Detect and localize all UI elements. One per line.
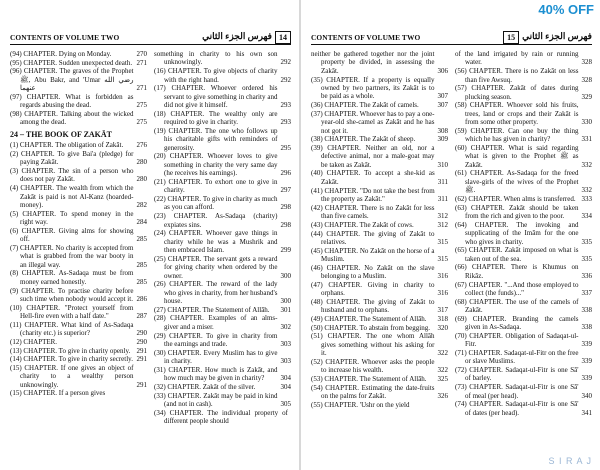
- entry-page: 334: [581, 212, 592, 221]
- entry-title: (68) CHAPTER. The use of the camels of Zakāt.: [455, 297, 579, 315]
- entry-title: (43) CHAPTER. The Zakāt of cows.: [311, 220, 414, 229]
- toc-entry[interactable]: [10, 50, 147, 58]
- toc-entry[interactable]: [311, 230, 448, 247]
- toc-entry[interactable]: [154, 392, 291, 409]
- toc-entry[interactable]: [455, 281, 592, 298]
- entry-title: (17) CHAPTER. Whoever ordered his servant to give something in charity and did not give it himself.: [154, 84, 278, 110]
- entry-title: (26) CHAPTER. The reward of the lady who gives in charity, from her husband's house.: [154, 280, 278, 306]
- entry-page: 312: [437, 212, 448, 221]
- toc-entry[interactable]: [154, 314, 291, 331]
- entry-title: (3) CHAPTER. The sin of a person who does not pay Zakāt.: [10, 167, 134, 184]
- toc-entry[interactable]: [455, 101, 592, 126]
- toc-entry[interactable]: [10, 67, 147, 92]
- toc-entry[interactable]: [10, 355, 147, 363]
- entry-title: (63) CHAPTER. Zakāt should be taken from the rich and given to the poor.: [455, 203, 579, 221]
- toc-entry[interactable]: [455, 315, 592, 332]
- entry-page: 312: [437, 220, 448, 229]
- entry-title: (54) CHAPTER. Estimating the date-fruits on the palms for Zakāt.: [311, 383, 435, 401]
- entry-page: 298: [280, 203, 291, 212]
- header-title: CONTENTS OF VOLUME TWO: [311, 33, 421, 42]
- toc-entry[interactable]: [455, 400, 592, 417]
- toc-entry[interactable]: [10, 93, 147, 110]
- entry-title: (29) CHAPTER. To give in charity from the earnings and trade.: [154, 331, 278, 348]
- entry-title: (64) CHAPTER. The invoking and supplicating of the Imām for the one who gives in charity.: [455, 220, 579, 246]
- entry-title: (31) CHAPTER. How much is Zakāt, and how much may be given in charity?: [154, 365, 278, 383]
- toc-entry[interactable]: [311, 247, 448, 264]
- toc-entry[interactable]: [10, 389, 147, 397]
- entry-page: 300: [280, 297, 291, 306]
- toc-column-2: [154, 50, 291, 466]
- toc-entry[interactable]: [455, 298, 592, 315]
- entry-page: 335: [581, 237, 592, 246]
- entry-page: 301: [280, 305, 291, 314]
- toc-entry[interactable]: [311, 358, 448, 375]
- entry-page: 287: [136, 312, 147, 321]
- toc-entry[interactable]: [311, 169, 448, 186]
- toc-entry[interactable]: [154, 152, 291, 177]
- entry-page: 304: [280, 382, 291, 391]
- toc-entry[interactable]: [455, 144, 592, 169]
- entry-page: 285: [136, 260, 147, 269]
- entry-page: 331: [581, 135, 592, 144]
- entry-title: (18) CHAPTER. The wealthy only are required to give in charity.: [154, 109, 278, 127]
- entry-page: 282: [136, 200, 147, 209]
- toc-entry[interactable]: [455, 332, 592, 349]
- toc-entry[interactable]: [311, 332, 448, 357]
- toc-entry[interactable]: [154, 212, 291, 229]
- entry-title: (66) CHAPTER. There is Khumus on Rikāz.: [455, 263, 579, 280]
- toc-entry[interactable]: [311, 298, 448, 315]
- toc-entry[interactable]: [10, 59, 147, 67]
- entry-page: 291: [136, 355, 147, 364]
- entry-title: (56) CHAPTER. There is no Zakāt on less than five Awsuq.: [455, 67, 579, 84]
- entry-page: 316: [437, 272, 448, 281]
- entry-title: (6) CHAPTER. Giving alms for showing off.: [10, 226, 134, 244]
- toc-column-1: [10, 50, 147, 466]
- entry-page: 286: [136, 294, 147, 303]
- toc-entry[interactable]: [154, 366, 291, 383]
- page-left: [0, 0, 299, 470]
- entry-title: (98) CHAPTER. Talking about the wicked among the dead.: [10, 110, 134, 127]
- toc-entry[interactable]: [455, 263, 592, 280]
- entry-page: 316: [437, 289, 448, 298]
- entry-title: (70) CHAPTER. Obligation of Sadaqat-ul-Fitr.: [455, 331, 579, 349]
- entry-title: (41) CHAPTER. "Do not take the best from the property as Zakāt.": [311, 186, 435, 203]
- entry-page: 311: [437, 194, 448, 203]
- entry-title: (60) CHAPTER. What is said regarding what is given to the Prophet ﷺ as Zakāt.: [455, 143, 579, 169]
- page-right: [301, 0, 600, 470]
- toc-entry[interactable]: [10, 184, 147, 209]
- entry-page: 285: [136, 235, 147, 244]
- entry-title: (50) CHAPTER. To abstain from begging.: [311, 323, 430, 332]
- entry-title: (52) CHAPTER. Whoever asks the people to increase his wealth.: [311, 357, 435, 375]
- header-title: CONTENTS OF VOLUME TWO: [10, 33, 120, 42]
- entry-title: (15) CHAPTER. If a person gives: [10, 389, 106, 398]
- toc-entry[interactable]: [455, 204, 592, 221]
- entry-page: 341: [581, 408, 592, 417]
- entry-page: 322: [437, 366, 448, 375]
- toc-entry[interactable]: [154, 332, 291, 349]
- entry-title: (35) CHAPTER. If a property is equally owned by two partners, its Zakāt is to be paid as a whole.: [311, 75, 435, 101]
- toc-entry[interactable]: [10, 338, 147, 346]
- entry-page: 328: [581, 75, 592, 84]
- toc-entry[interactable]: [10, 321, 147, 338]
- toc-entry[interactable]: [311, 315, 448, 323]
- entry-title: (9) CHAPTER. To practise charity before such time when nobody would accept it.: [10, 286, 134, 303]
- entry-page: 328: [581, 58, 592, 67]
- entry-title: (14) CHAPTER. To give in charity secretly.: [10, 355, 133, 364]
- toc-entry[interactable]: [455, 383, 592, 400]
- entry-title: (97) CHAPTER. What is forbidden as regards abusing the dead.: [10, 92, 134, 110]
- entry-page: 302: [280, 322, 291, 331]
- toc-entry[interactable]: [10, 150, 147, 167]
- toc-entry[interactable]: [455, 349, 592, 366]
- entry-title: (28) CHAPTER. Examples of an alms-giver and a miser.: [154, 314, 278, 331]
- toc-entry[interactable]: [311, 281, 448, 298]
- entry-title: (23) CHAPTER. As-Sadaqa (charity) expiates sins.: [154, 212, 278, 229]
- entry-page: 339: [581, 357, 592, 366]
- entry-page: 290: [136, 337, 147, 346]
- entry-page: 307: [437, 101, 448, 110]
- entry-page: 326: [437, 392, 448, 401]
- entry-title: (21) CHAPTER. To exhort one to give in charity.: [154, 177, 278, 195]
- entry-page: 339: [581, 374, 592, 383]
- entry-title: (10) CHAPTER. "Protect yourself from Hell-fire even with a half date.": [10, 303, 134, 321]
- entry-title: (2) CHAPTER. To give Bai'a (pledge) for paying Zakāt.: [10, 149, 134, 167]
- entry-title: (8) CHAPTER. As-Sadaqa must be from money earned honestly.: [10, 269, 134, 286]
- toc-entry[interactable]: [311, 204, 448, 221]
- entry-title: something in charity to his own son unknowingly.: [154, 50, 278, 67]
- entry-page: 310: [437, 160, 448, 169]
- entry-page: 295: [280, 143, 291, 152]
- toc-entry[interactable]: [455, 366, 592, 383]
- entry-title: neither be gathered together nor the joint property be divided, in assessing the Zakāt.: [311, 50, 435, 75]
- entry-title: (48) CHAPTER. The giving of Zakāt to husband and to orphans.: [311, 297, 435, 315]
- entry-page: 292: [280, 75, 291, 84]
- toc-entry[interactable]: [311, 375, 448, 383]
- toc-entry[interactable]: [455, 127, 592, 144]
- page-number: 14: [275, 31, 291, 44]
- watermark: S I R A J: [548, 456, 592, 466]
- entry-title: (61) CHAPTER. As-Sadaqa for the freed slave-girls of the wives of the Prophet ﷺ.: [455, 169, 579, 195]
- entry-title: (1) CHAPTER. The obligation of Zakāt.: [10, 141, 124, 150]
- toc-columns: [311, 50, 592, 466]
- header-right: [202, 31, 291, 44]
- entry-title: (11) CHAPTER. What kind of As-Sadaqa (charity etc.) is superior?: [10, 320, 134, 338]
- toc-columns: [10, 50, 291, 466]
- entry-title: (25) CHAPTER. The servant gets a reward for giving charity when ordered by the owner.: [154, 254, 278, 280]
- toc-entry[interactable]: [154, 67, 291, 84]
- entry-page: 325: [437, 375, 448, 384]
- entry-title: (19) CHAPTER. The one who follows up his charitable gifts with reminders of generosity.: [154, 126, 278, 152]
- toc-entry[interactable]: [154, 127, 291, 152]
- entry-title: (59) CHAPTER. Can one buy the thing which he has given in charity?: [455, 126, 579, 144]
- entry-title: (15) CHAPTER. If one gives an object of charity to a wealthy person unknowingly.: [10, 363, 134, 389]
- toc-entry[interactable]: [154, 178, 291, 195]
- toc-entry[interactable]: [154, 280, 291, 305]
- entry-title: (13) CHAPTER. To give in charity openly.: [10, 346, 131, 355]
- toc-column-2: [455, 50, 592, 466]
- entry-title: (33) CHAPTER. Zakāt may be paid in kind (and not in cash).: [154, 391, 278, 408]
- entry-page: 292: [280, 58, 291, 67]
- toc-entry[interactable]: [311, 110, 448, 135]
- entry-title: (46) CHAPTER. No Zakāt on the slave belonging to a Muslim.: [311, 263, 435, 281]
- entry-page: 271: [136, 58, 147, 67]
- entry-page: 291: [136, 346, 147, 355]
- toc-column-1: [311, 50, 448, 466]
- toc-entry[interactable]: [154, 110, 291, 127]
- toc-entry[interactable]: [154, 383, 291, 391]
- toc-entry[interactable]: [455, 221, 592, 246]
- entry-page: 338: [581, 323, 592, 332]
- entry-title: (39) CHAPTER. Neither an old, nor a defective animal, nor a male-goat may be taken as Zakāt.: [311, 143, 435, 169]
- toc-entry[interactable]: [10, 210, 147, 227]
- entry-page: 309: [437, 135, 448, 144]
- book-heading: 24 – THE BOOK OF ZAKĀT: [10, 129, 113, 139]
- page-number: 15: [503, 31, 519, 44]
- entry-page: 293: [280, 118, 291, 127]
- entry-title: (44) CHAPTER. The giving of Zakāt to relatives.: [311, 229, 435, 246]
- toc-entry[interactable]: [311, 144, 448, 169]
- entry-title: (96) CHAPTER. The graves of the Prophet ﷺ, Abu Bakr, and 'Umar رضي الله عنهما: [10, 67, 134, 93]
- entry-title: (51) CHAPTER. The one whom Allāh gives something without his asking for it.: [311, 332, 435, 358]
- entry-page: 322: [437, 349, 448, 358]
- entry-page: 317: [437, 306, 448, 315]
- entry-title: (36) CHAPTER. The Zakāt of camels.: [311, 101, 419, 110]
- entry-page: 307: [437, 92, 448, 101]
- entry-title: (69) CHAPTER. Branding the camels given in As-Sadaqa.: [455, 314, 579, 332]
- entry-page: 275: [136, 101, 147, 110]
- toc-entry[interactable]: [10, 287, 147, 304]
- toc-entry[interactable]: [154, 229, 291, 254]
- entry-title: (4) CHAPTER. The wealth from which the Zakāt is paid is not Al-Kanz (hoarded-money).: [10, 184, 134, 209]
- entry-page: 300: [280, 271, 291, 280]
- toc-entry[interactable]: [154, 409, 291, 426]
- entry-page: 293: [280, 101, 291, 110]
- entry-title: (22) CHAPTER. To give in charity as much as you can afford.: [154, 194, 278, 212]
- entry-title: (45) CHAPTER. No Zakāt on the horse of a Muslim.: [311, 246, 435, 264]
- entry-page: 276: [136, 141, 147, 150]
- entry-page: 270: [136, 50, 147, 58]
- entry-page: 333: [581, 194, 592, 203]
- page-header: [10, 28, 291, 45]
- entry-title: (16) CHAPTER. To give objects of charity with the right hand.: [154, 67, 278, 84]
- toc-entry[interactable]: [10, 110, 147, 127]
- entry-title: (62) CHAPTER. When alms is transferred.: [455, 194, 576, 203]
- toc-entry[interactable]: [10, 269, 147, 286]
- entry-page: 303: [280, 357, 291, 366]
- toc-entry[interactable]: [455, 50, 592, 67]
- entry-title: (53) CHAPTER. The Statement of Allāh.: [311, 375, 427, 384]
- entry-page: 280: [136, 175, 147, 184]
- entry-title: (40) CHAPTER. To accept a she-kid as Zakāt.: [311, 169, 435, 186]
- entry-title: (42) CHAPTER. There is no Zakāt for less than five camels.: [311, 203, 435, 221]
- toc-entry[interactable]: [10, 364, 147, 389]
- entry-page: 315: [437, 237, 448, 246]
- toc-entry[interactable]: [311, 401, 448, 409]
- entry-title: (24) CHAPTER. Whoever gave things in charity while he was a Mushrik and then embraced Islam.: [154, 229, 278, 255]
- entry-page: 340: [581, 391, 592, 400]
- entry-page: 297: [280, 186, 291, 195]
- entry-title: (71) CHAPTER. Sadaqat-ul-Fitr on the free or slave Muslims.: [455, 348, 579, 366]
- entry-page: 290: [136, 329, 147, 338]
- entry-page: 271: [136, 84, 147, 93]
- entry-title: (34) CHAPTER. The individual property of different people should: [154, 408, 288, 426]
- entry-page: 275: [136, 118, 147, 127]
- toc-entry[interactable]: [154, 50, 291, 67]
- toc-entry[interactable]: [311, 324, 448, 332]
- entry-page: 284: [136, 218, 147, 227]
- toc-entry[interactable]: [154, 195, 291, 212]
- entry-title: (58) CHAPTER. Whoever sold his fruits, trees, land or crops and their Zakāt is from some other property.: [455, 101, 579, 127]
- entry-title: (49) CHAPTER. The Statement of Allāh.: [311, 315, 427, 324]
- header-arabic-title: فهرس الجزء الثاني: [202, 31, 272, 41]
- entry-page: 311: [437, 177, 448, 186]
- entry-page: 332: [581, 186, 592, 195]
- entry-page: 299: [280, 246, 291, 255]
- entry-page: 329: [581, 92, 592, 101]
- entry-title: (27) CHAPTER. The Statement of Allāh.: [154, 305, 270, 314]
- entry-title: (5) CHAPTER. To spend money in the right way.: [10, 209, 134, 227]
- entry-page: 298: [280, 220, 291, 229]
- entry-page: 337: [581, 288, 592, 297]
- entry-title: of the land irrigated by rain or running water.: [455, 50, 579, 67]
- entry-page: 280: [136, 158, 147, 167]
- entry-page: 296: [280, 169, 291, 178]
- entry-title: (12) CHAPTER.: [10, 337, 58, 346]
- toc-entry[interactable]: [311, 384, 448, 401]
- entry-title: (67) CHAPTER. "...And those employed to collect (the funds)...": [455, 280, 579, 297]
- entry-title: (95) CHAPTER. Sudden unexpected death.: [10, 58, 133, 67]
- entry-page: 318: [437, 315, 448, 324]
- entry-page: 306: [437, 66, 448, 75]
- entry-title: (20) CHAPTER. Whoever loves to give something in charity the very same day (he receives his earnings).: [154, 152, 278, 178]
- entry-page: 304: [280, 374, 291, 383]
- toc-entry[interactable]: [10, 244, 147, 269]
- entry-title: (74) CHAPTER. Sadaqat-ul-Fitr is one Sā' of dates (per head).: [455, 400, 579, 417]
- entry-title: (94) CHAPTER. Dying on Monday.: [10, 50, 112, 58]
- entry-title: (7) CHAPTER. No charity is accepted from what is grabbed from the war booty in an illegal way.: [10, 243, 134, 269]
- entry-title: (38) CHAPTER. The Zakāt of sheep.: [311, 135, 416, 144]
- header-right: [503, 31, 592, 44]
- toc-entry[interactable]: [311, 76, 448, 101]
- toc-entry[interactable]: [154, 306, 291, 314]
- toc-entry[interactable]: [311, 264, 448, 281]
- entry-title: (55) CHAPTER. 'Ushr on the yield: [311, 400, 410, 409]
- entry-page: 285: [136, 277, 147, 286]
- entry-title: (47) CHAPTER. Giving in charity to orphans.: [311, 280, 435, 298]
- entry-page: 291: [136, 380, 147, 389]
- toc-entry[interactable]: [311, 135, 448, 143]
- toc-entry[interactable]: [311, 221, 448, 229]
- toc-entry[interactable]: [455, 84, 592, 101]
- entry-page: 330: [581, 118, 592, 127]
- entry-page: 336: [581, 271, 592, 280]
- toc-entry[interactable]: [10, 304, 147, 321]
- entry-title: (72) CHAPTER. Sadaqat-ul-Fitr is one Sā' of barley.: [455, 366, 579, 383]
- toc-entry[interactable]: [10, 227, 147, 244]
- entry-page: 303: [280, 339, 291, 348]
- toc-entry[interactable]: [455, 169, 592, 194]
- toc-entry[interactable]: [10, 347, 147, 355]
- toc-entry[interactable]: [154, 84, 291, 109]
- toc-entry[interactable]: [154, 349, 291, 366]
- toc-entry[interactable]: [311, 101, 448, 109]
- entry-title: (65) CHAPTER. Zakāt imposed on what is taken out of the sea.: [455, 246, 579, 263]
- entry-page: 338: [581, 306, 592, 315]
- header-arabic-title: فهرس الجزء الثاني: [522, 31, 592, 41]
- entry-title: (37) CHAPTER. Whoever has to pay a one-year-old she-camel as Zakāt and he has not got it.: [311, 109, 435, 135]
- entry-page: 308: [437, 126, 448, 135]
- entry-page: 315: [437, 255, 448, 264]
- toc-entry[interactable]: [455, 195, 592, 203]
- entry-page: 305: [280, 400, 291, 408]
- toc-entry[interactable]: [311, 50, 448, 75]
- entry-title: (32) CHAPTER. Zakāt of the silver.: [154, 382, 256, 391]
- entry-title: (73) CHAPTER. Sadaqat-ul-Fitr is one Sā' of meal (per head).: [455, 383, 579, 400]
- toc-entry[interactable]: [10, 167, 147, 184]
- entry-title: (57) CHAPTER. Zakāt of dates during plucking season.: [455, 84, 579, 101]
- discount-banner[interactable]: 40% OFF: [530, 0, 600, 20]
- entry-title: (30) CHAPTER. Every Muslim has to give in charity.: [154, 348, 278, 366]
- toc-entry[interactable]: [455, 246, 592, 263]
- toc-entry[interactable]: [455, 67, 592, 84]
- toc-entry[interactable]: [311, 187, 448, 204]
- entry-page: 339: [581, 340, 592, 349]
- entry-page: 332: [581, 160, 592, 169]
- entry-page: 335: [581, 254, 592, 263]
- entry-page: 320: [437, 323, 448, 332]
- page-header: [311, 28, 592, 45]
- toc-entry[interactable]: [154, 255, 291, 280]
- toc-entry[interactable]: [10, 141, 147, 149]
